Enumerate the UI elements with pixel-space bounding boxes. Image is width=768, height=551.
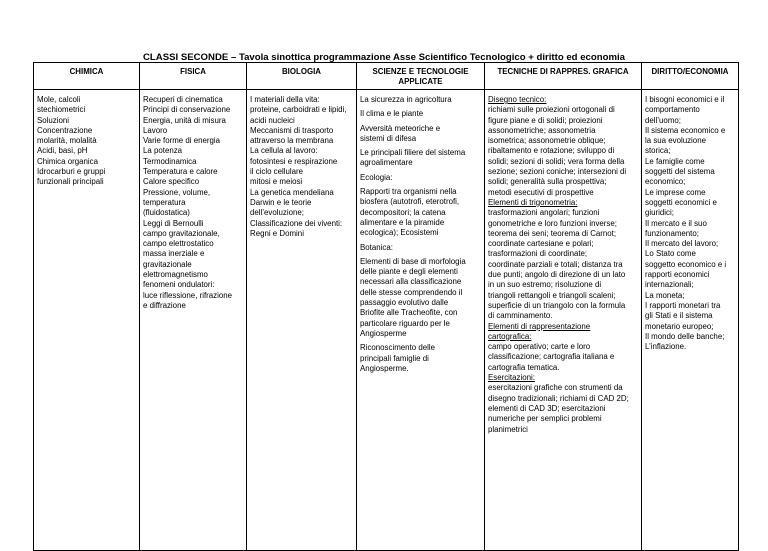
grafica-line: coordinate cartesiane e polari; (488, 239, 594, 249)
header-biologia: BIOLOGIA (247, 63, 357, 90)
chimica-line: Concentrazione (37, 125, 93, 135)
scienze-line: decompositori; la catena (360, 207, 446, 217)
cell-diritto (642, 90, 739, 551)
grafica-line: sezione; sezioni coniche; intersezioni di (488, 167, 627, 177)
grafica-line: metodi esecutivi di prospettive (488, 187, 594, 197)
chimica-line: Acidi, basi, pH (37, 146, 88, 156)
scienze-line: delle piante e degli elementi (360, 267, 458, 277)
diritto-line: I rapporti monetari tra (645, 300, 721, 310)
grafica-line: isometrica; assonometrie oblique; (488, 136, 606, 146)
scienze-line: La sicurezza in agricoltura (360, 95, 452, 104)
fisica-line: Lavoro (143, 125, 168, 135)
biologia-line: Meccanismi di trasporto (250, 125, 334, 135)
scienze-line: ecologica); Ecosistemi (360, 228, 439, 238)
fisica-line: Termodinamica (143, 156, 197, 166)
scienze-paragraph (360, 148, 481, 169)
scienze-line: sistemi di difesa (360, 133, 417, 143)
biologia-line: Darwin e le teorie (250, 197, 312, 207)
scienze-line: particolare riguardo per le (360, 318, 450, 328)
content-row (34, 90, 739, 551)
header-diritto: DIRITTO/ECONOMIA (642, 63, 739, 90)
fisica-line: temperatura (143, 197, 186, 207)
scienze-paragraph (360, 124, 481, 145)
grafica-line: triangoli rettangoli e triangoli scaleni; (488, 290, 616, 300)
cell-grafica (485, 90, 642, 551)
fisica-line: Calore specifico (143, 177, 200, 187)
cell-chimica (34, 90, 140, 551)
header-scienze-line2: APPLICATE (398, 77, 443, 87)
scienze-line: Botanica: (360, 242, 393, 252)
scienze-paragraph (360, 343, 481, 374)
scienze-line: Ecologia: (360, 172, 393, 182)
grafica-line: numeriche per semplici problemi (488, 414, 602, 424)
scienze-paragraph (360, 173, 481, 183)
grafica-line: richiami sulle proiezioni ortogonali di (488, 105, 615, 115)
header-scienze (357, 63, 485, 90)
diritto-line: Le famiglie come (645, 156, 705, 166)
diritto-line: Lo Stato come (645, 249, 696, 259)
grafica-line: planimetrici (488, 424, 528, 434)
scienze-line: alimentare e la piramide (360, 217, 445, 227)
biologia-line: Classificazione dei viventi: (250, 218, 343, 228)
grafica-line: gonometriche e loro funzioni inverse; (488, 218, 617, 228)
synoptic-table (33, 62, 739, 551)
grafica-line: figure piane e di solidi; proiezioni (488, 115, 603, 125)
fisica-line: elettromagnetismo (143, 270, 208, 280)
fisica-line: luce riflessione, rifrazione (143, 290, 233, 300)
grafica-section-heading: Elementi di trigonometria: (488, 197, 578, 207)
grafica-line: elementi di CAD 3D; esercitazioni (488, 403, 606, 413)
fisica-line: Recuperi di cinematica (143, 95, 223, 104)
diritto-line: Il mondo delle banche; (645, 331, 725, 341)
fisica-line: Leggi di Bernoulli (143, 218, 204, 228)
diritto-line: Il mercato e il suo (645, 218, 707, 228)
diritto-line: storica; (645, 146, 671, 156)
grafica-section-heading: Disegno tecnico: (488, 95, 547, 104)
scienze-line: Elementi di base di morfologia (360, 256, 466, 266)
header-row (34, 63, 739, 90)
diritto-line: soggetti del sistema (645, 167, 715, 177)
biologia-line: attraverso la membrana (250, 136, 334, 146)
scienze-line: Angiosperme. (360, 363, 409, 373)
scienze-line: Angiosperme (360, 328, 407, 338)
fisica-line: Pressione, volume, (143, 187, 211, 197)
grafica-line: cartografia tematica. (488, 362, 560, 372)
grafica-section-heading: Esercitazioni: (488, 373, 535, 383)
fisica-line: fenomeni ondulatori: (143, 280, 215, 290)
fisica-line: e diffrazione (143, 300, 186, 310)
chimica-line: stechiometrici (37, 105, 86, 115)
biologia-line: Regni e Domini (250, 228, 304, 238)
scienze-paragraph (360, 109, 481, 119)
grafica-line: due punti; angolo di direzione di un lato (488, 270, 626, 280)
grafica-line: teorema dei seni; teorema di Carnot; (488, 228, 617, 238)
grafica-line: assonometriche; assonometria (488, 125, 596, 135)
biologia-line: La cellula al lavoro: (250, 146, 318, 156)
grafica-line: solidi; sezioni di solidi; vera forma della (488, 156, 625, 166)
chimica-line: molarità, molalità (37, 136, 97, 146)
header-grafica: TECNICHE DI RAPPRES. GRAFICA (485, 63, 642, 90)
fisica-line: Varie forme di energia (143, 136, 221, 146)
grafica-line: trasformazioni angolari; funzioni (488, 208, 600, 218)
diritto-line: Il mercato del lavoro; (645, 239, 719, 249)
diritto-line: L’inflazione. (645, 342, 687, 352)
scienze-paragraph (360, 187, 481, 238)
diritto-line: Le imprese come (645, 187, 706, 197)
fisica-line: campo elettrostatico (143, 239, 214, 249)
diritto-line: funzionamento; (645, 228, 699, 238)
cell-scienze (357, 90, 485, 551)
grafica-line: di camminamento. (488, 311, 553, 321)
scienze-line: Rapporti tra organismi nella (360, 187, 457, 197)
chimica-line: Mole, calcoli (37, 95, 81, 104)
chimica-line: funzionali principali (37, 177, 104, 187)
cell-biologia (247, 90, 357, 551)
fisica-line: (fluidostatica) (143, 208, 190, 218)
grafica-line: campo operativo; carte e loro (488, 342, 591, 352)
grafica-section-heading: Elementi di rappresentazione (488, 321, 591, 331)
scienze-paragraph (360, 243, 481, 253)
biologia-line: acidi nucleici (250, 115, 295, 125)
biologia-line: proteine, carboidrati e lipidi, (250, 105, 347, 115)
scienze-line: principali famiglie di (360, 353, 429, 363)
scienze-line: Briofite alle Tracheofite, con (360, 308, 458, 318)
diritto-line: comportamento (645, 105, 700, 115)
diritto-line: I bisogni economici e il (645, 95, 725, 104)
cell-fisica (140, 90, 247, 551)
diritto-line: La moneta; (645, 290, 685, 300)
chimica-line: Soluzioni (37, 115, 70, 125)
header-chimica: CHIMICA (34, 63, 140, 90)
scienze-paragraph (360, 257, 481, 339)
scienze-line: agroalimentare (360, 158, 413, 168)
diritto-line: internazionali; (645, 280, 694, 290)
diritto-line: dell’uomo; (645, 115, 681, 125)
grafica-section-heading: cartografica: (488, 331, 532, 341)
diritto-line: gli Stati e il sistema (645, 311, 713, 321)
diritto-line: Il sistema economico e (645, 125, 726, 135)
grafica-line: disegno tradizionali; richiami di CAD 2D; (488, 393, 629, 403)
fisica-line: Energia, unità di misura (143, 115, 226, 125)
scienze-line: Riconoscimento delle (360, 343, 435, 353)
diritto-line: soggetto economico e i (645, 259, 727, 269)
scienze-line: delle stesse comprendendo il (360, 287, 463, 297)
grafica-line: coordinate parziali e totali; distanza tra (488, 259, 623, 269)
diritto-line: monetario europeo; (645, 321, 714, 331)
grafica-line: trasformazioni di coordinate; (488, 249, 588, 259)
header-fisica: FISICA (140, 63, 247, 90)
grafica-line: ribaltamento e rotazione; sviluppo di (488, 146, 615, 156)
biologia-line: I materiali della vita: (250, 95, 320, 104)
fisica-line: Temperatura e calore (143, 167, 218, 177)
fisica-line: La potenza (143, 146, 183, 156)
scienze-line: passaggio evolutivo dalle (360, 298, 449, 308)
biologia-line: La genetica mendeliana (250, 187, 334, 197)
diritto-line: la sua evoluzione (645, 136, 706, 146)
diritto-line: soggetti economici e (645, 197, 717, 207)
header-scienze-line1: SCIENZE E TECNOLOGIE (372, 67, 469, 76)
fisica-line: massa inerziale e (143, 249, 205, 259)
grafica-line: superficie di un triangolo con la formula (488, 300, 626, 310)
biologia-line: mitosi e meiosi (250, 177, 303, 187)
biologia-line: fotosintesi e respirazione (250, 156, 338, 166)
chimica-line: Idrocarburi e gruppi (37, 167, 106, 177)
chimica-line: Chimica organica (37, 156, 98, 166)
grafica-line: classificazione; cartografia italiana e (488, 352, 615, 362)
scienze-paragraph (360, 95, 481, 105)
scienze-line: Avversità meteoriche e (360, 123, 441, 133)
page-title: CLASSI SECONDE – Tavola sinottica programmazione Asse Scientifico Tecnologico + diritto ed economia (142, 52, 625, 63)
diritto-line: giuridici; (645, 208, 674, 218)
scienze-line: Le principali filiere del sistema (360, 148, 466, 158)
scienze-line: biosfera (autotrofi, eterotrofi, (360, 197, 460, 207)
fisica-line: Principi di conservazione (143, 105, 231, 115)
biologia-line: dell’evoluzione; (250, 208, 304, 218)
scienze-line: Il clima e le piante (360, 109, 424, 119)
grafica-line: solidi; generalità sulla prospettiva; (488, 177, 607, 187)
scienze-line: necessari alla classificazione (360, 277, 462, 287)
fisica-line: campo gravitazionale, (143, 228, 220, 238)
biologia-line: il ciclo cellulare (250, 167, 304, 177)
diritto-line: economico; (645, 177, 686, 187)
diritto-line: rapporti economici (645, 270, 710, 280)
grafica-line: esercitazioni grafiche con strumenti da (488, 383, 623, 393)
grafica-line: in un suo estremo; risoluzione di (488, 280, 602, 290)
fisica-line: gravitazionale (143, 259, 192, 269)
